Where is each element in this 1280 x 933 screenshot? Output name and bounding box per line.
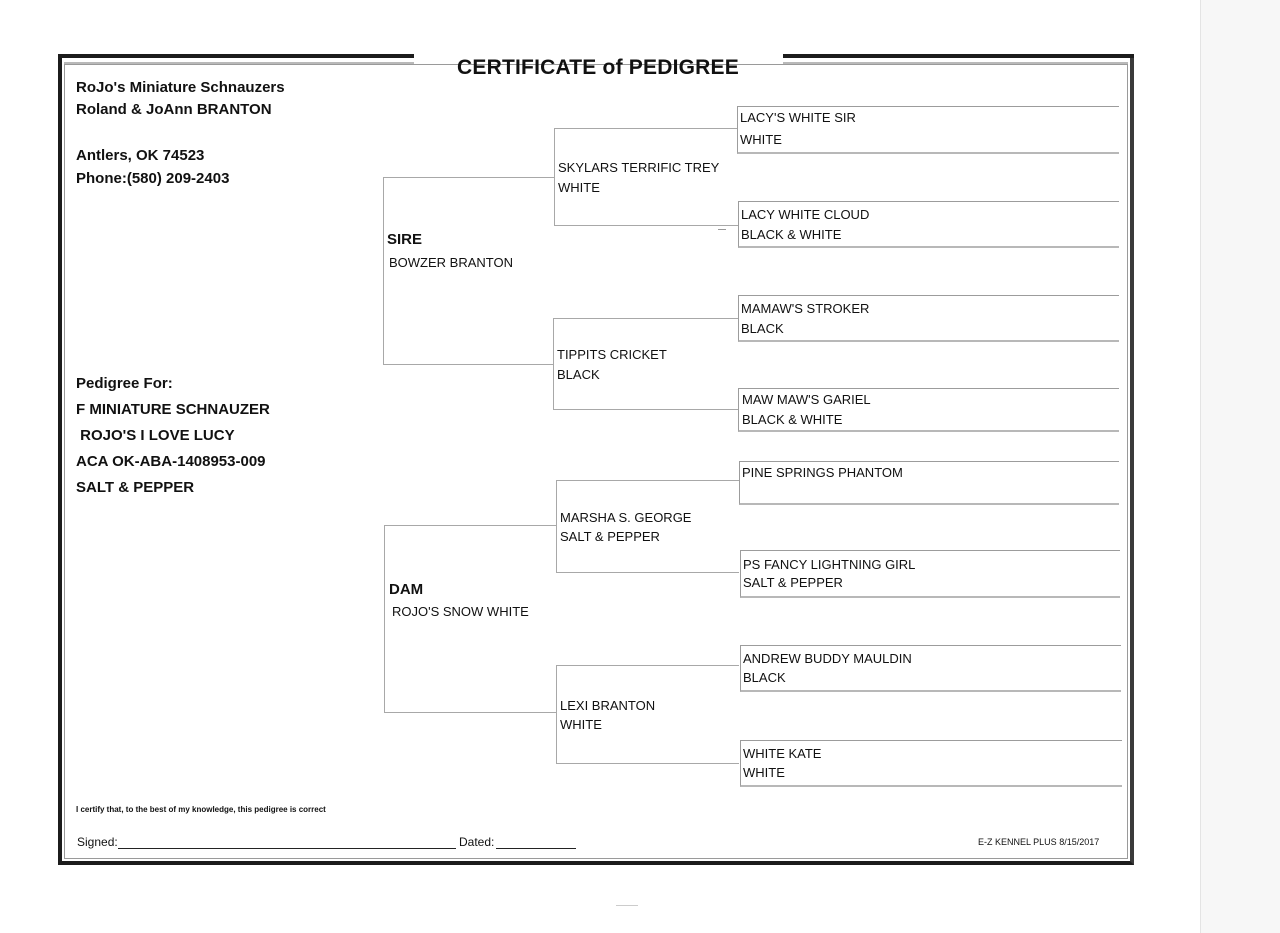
great-grandparent-2-name: LACY WHITE CLOUD <box>741 207 870 222</box>
grandparent-4-color: WHITE <box>560 717 602 732</box>
great-grandparent-8-name: WHITE KATE <box>743 746 822 761</box>
great-grandparent-5-name: PINE SPRINGS PHANTOM <box>742 465 903 480</box>
pedigree-for-heading: Pedigree For: <box>76 375 173 392</box>
software-footer: E-Z KENNEL PLUS 8/15/2017 <box>978 837 1100 847</box>
dam-name: ROJO'S SNOW WHITE <box>392 604 529 619</box>
scan-edge <box>1200 0 1280 933</box>
great-grandparent-1-color: WHITE <box>740 132 782 147</box>
certificate-title: CERTIFICATE of PEDIGREE <box>457 56 739 79</box>
subject-registration: ACA OK-ABA-1408953-009 <box>76 453 266 470</box>
subject-color: SALT & PEPPER <box>76 479 195 496</box>
grandparent-3-name: MARSHA S. GEORGE <box>560 510 692 525</box>
grandparent-bracket-2 <box>553 318 738 410</box>
grandparent-bracket-4 <box>556 665 739 764</box>
top-border-left <box>58 54 414 58</box>
great-grandparent-2-color: BLACK & WHITE <box>741 227 842 242</box>
grandparent-3-color: SALT & PEPPER <box>560 529 660 544</box>
scan-mark <box>616 905 638 906</box>
grandparent-bracket-1 <box>554 128 738 226</box>
dated-label: Dated: <box>459 835 495 849</box>
signed-label: Signed: <box>77 835 118 849</box>
certification-statement: I certify that, to the best of my knowledge, this pedigree is correct <box>76 805 326 814</box>
great-grandparent-7-name: ANDREW BUDDY MAULDIN <box>743 651 912 666</box>
scan-mark <box>718 229 726 230</box>
subject-name: ROJO'S I LOVE LUCY <box>76 427 235 444</box>
top-border-right <box>783 54 1134 58</box>
dam-bracket <box>384 525 556 713</box>
subject-breed: F MINIATURE SCHNAUZER <box>76 401 270 418</box>
top-border-left-inner <box>64 62 414 64</box>
breeder-city: Antlers, OK 74523 <box>76 147 205 164</box>
top-border-right-inner <box>783 62 1128 64</box>
grandparent-1-color: WHITE <box>558 180 600 195</box>
great-grandparent-3-name: MAMAW'S STROKER <box>741 301 870 316</box>
date-line[interactable] <box>496 848 576 849</box>
grandparent-bracket-3 <box>556 480 739 573</box>
owner-names: Roland & JoAnn BRANTON <box>76 101 272 118</box>
great-grandparent-6-name: PS FANCY LIGHTNING GIRL <box>743 557 916 572</box>
grandparent-1-name: SKYLARS TERRIFIC TREY <box>558 160 720 175</box>
grandparent-2-name: TIPPITS CRICKET <box>557 347 667 362</box>
great-grandparent-6-color: SALT & PEPPER <box>743 575 843 590</box>
great-grandparent-8-color: WHITE <box>743 765 785 780</box>
sire-name: BOWZER BRANTON <box>389 255 513 270</box>
breeder-phone: Phone:(580) 209-2403 <box>76 170 230 187</box>
great-grandparent-7-color: BLACK <box>743 670 786 685</box>
sire-label: SIRE <box>387 231 423 248</box>
signature-line[interactable] <box>118 848 456 849</box>
grandparent-4-name: LEXI BRANTON <box>560 698 656 713</box>
grandparent-2-color: BLACK <box>557 367 600 382</box>
great-grandparent-1-name: LACY'S WHITE SIR <box>740 110 856 125</box>
great-grandparent-4-color: BLACK & WHITE <box>742 412 843 427</box>
great-grandparent-3-color: BLACK <box>741 321 784 336</box>
dam-label: DAM <box>389 581 424 598</box>
kennel-name: RoJo's Miniature Schnauzers <box>76 79 285 96</box>
great-grandparent-4-name: MAW MAW'S GARIEL <box>742 392 871 407</box>
sire-bracket <box>383 177 554 365</box>
